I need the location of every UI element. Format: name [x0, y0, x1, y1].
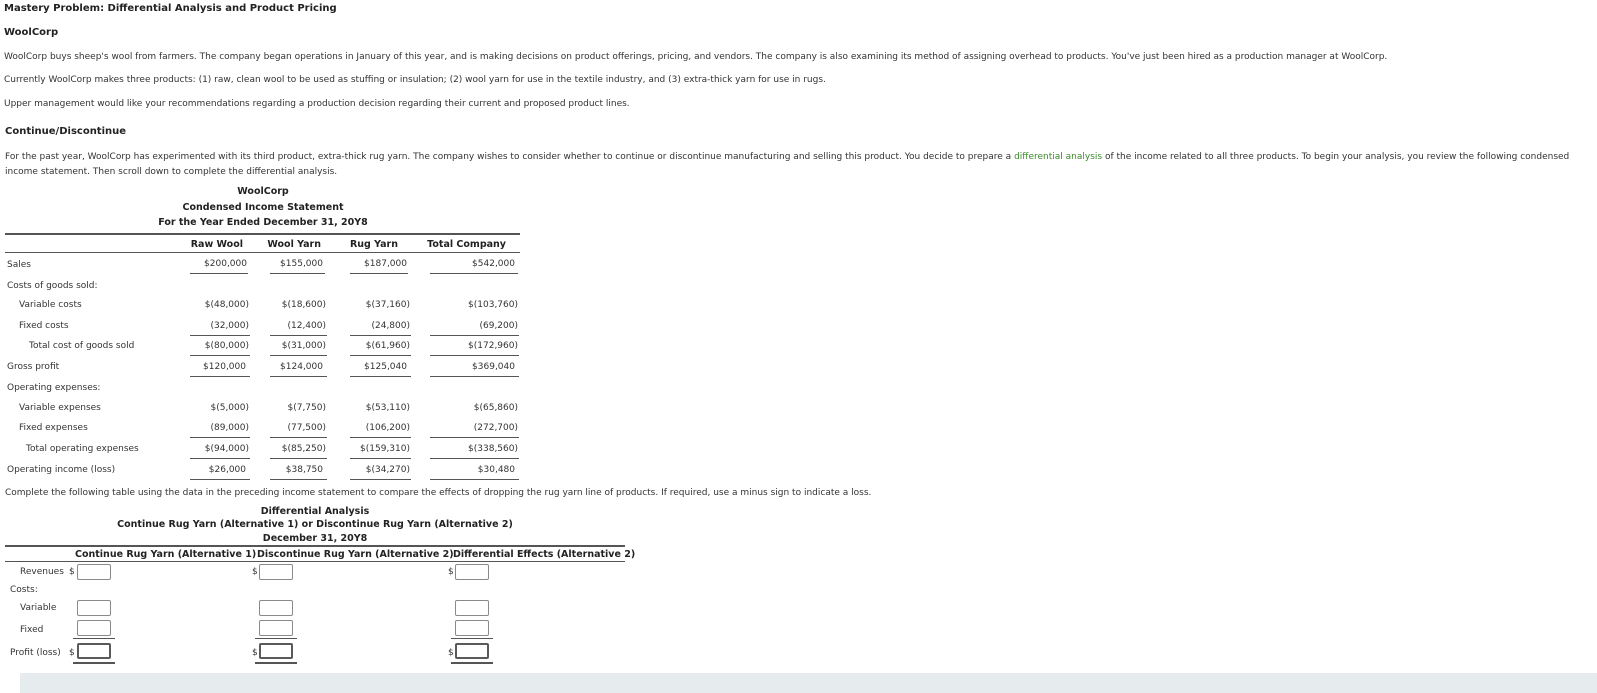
is-underline [190, 458, 250, 459]
is-cell: $(53,110) [365, 403, 410, 413]
is-cell: $120,000 [203, 362, 246, 372]
da-underline [73, 638, 115, 639]
is-cell: $(61,960) [365, 341, 410, 351]
is-cell: $369,040 [472, 362, 515, 372]
is-cell: (24,800) [371, 321, 410, 331]
is-cell: (32,000) [210, 321, 249, 331]
is-header-rule [5, 252, 520, 253]
section-text-before: For the past year, WoolCorp has experimented with its third product, extra-thick rug yarn. The company wishes to consider whether to continue or discontinue manufacturing and selling this product. You decide to prepare a [5, 152, 1015, 162]
is-underline [350, 437, 411, 438]
dollar-sign: $ [448, 567, 454, 577]
dollar-sign: $ [252, 648, 258, 658]
da-col-alt1: Continue Rug Yarn (Alternative 1) [75, 549, 257, 560]
is-cell: (77,500) [287, 423, 326, 433]
da-col-diff: Differential Effects (Alternative 2) [453, 549, 636, 560]
is-underline [270, 479, 327, 480]
dollar-sign: $ [448, 648, 454, 658]
is-cell: (69,200) [479, 321, 518, 331]
is-cell: (89,000) [210, 423, 249, 433]
is-cell: $187,000 [364, 259, 407, 269]
is-cell: $155,000 [280, 259, 323, 269]
is-top-rule [5, 233, 520, 235]
da-title: Differential Analysis [260, 506, 370, 517]
da-double-rule [73, 662, 115, 664]
is-row-label: Total cost of goods sold [29, 341, 135, 351]
is-cell: $(103,760) [468, 300, 518, 310]
is-cell: $(80,000) [204, 341, 249, 351]
is-underline [350, 479, 411, 480]
is-row-label: Sales [7, 260, 31, 270]
is-cell: $542,000 [472, 259, 515, 269]
is-cell: (272,700) [473, 423, 518, 433]
intro-paragraph-1: WoolCorp buys sheep's wool from farmers. The company began operations in January of this year, and is making decisions on product offerings, pricing, and vendors. The company is also examining its method of assigning overhead to products. You've just been hired as a production manager at WoolCorp. [4, 52, 1388, 62]
is-underline [190, 273, 248, 274]
is-cell: $(159,310) [360, 444, 410, 454]
is-row-label: Gross profit [7, 362, 60, 372]
da-double-rule [255, 662, 297, 664]
is-cell: $(5,000) [210, 403, 249, 413]
is-underline [270, 376, 327, 377]
profit-diff-input[interactable] [455, 643, 489, 659]
da-header-rule [5, 561, 625, 562]
dollar-sign: $ [69, 648, 75, 658]
is-cell: $(34,270) [365, 465, 410, 475]
is-cell: $(85,250) [281, 444, 326, 454]
is-underline [430, 376, 519, 377]
is-title: WoolCorp [237, 186, 289, 197]
fixed-alt1-input[interactable] [77, 620, 111, 636]
instructions-text: Complete the following table using the data in the preceding income statement to compare the effects of dropping the rug yarn line of products. If required, use a minus sign to indicate a loss. [5, 488, 872, 498]
page-title: Mastery Problem: Differential Analysis and Product Pricing [4, 3, 337, 14]
section-paragraph [5, 150, 1585, 180]
is-cell: $30,480 [477, 465, 515, 475]
is-cell: $(18,600) [281, 300, 326, 310]
section-heading: Continue/Discontinue [5, 126, 127, 137]
is-col-rug-yarn: Rug Yarn [349, 239, 398, 250]
revenues-diff-input[interactable] [455, 564, 489, 580]
is-underline [350, 376, 411, 377]
is-cell: $(94,000) [204, 444, 249, 454]
is-col-total: Total Company [427, 239, 506, 250]
company-heading: WoolCorp [4, 27, 59, 38]
is-row-label: Operating income (loss) [7, 465, 116, 475]
is-underline [270, 458, 327, 459]
is-row-label: Costs of goods sold: [7, 281, 98, 291]
is-underline [350, 335, 411, 336]
is-underline [270, 437, 327, 438]
da-underline [255, 638, 297, 639]
is-underline [430, 437, 519, 438]
is-underline [430, 458, 519, 459]
da-double-rule [451, 662, 493, 664]
is-underline [190, 437, 250, 438]
is-cell: $(338,560) [468, 444, 518, 454]
is-row-label: Variable expenses [19, 403, 101, 413]
is-cell: (106,200) [365, 423, 410, 433]
variable-alt2-input[interactable] [259, 600, 293, 616]
is-col-raw-wool: Raw Wool [190, 239, 243, 250]
da-label-profit: Profit (loss) [10, 648, 61, 658]
section-text-after: of the income related to all three products. To begin your analysis, you review the following condensed income statement. Then scroll down to complete the differential analysis. [5, 152, 1570, 177]
is-cell: (12,400) [287, 321, 326, 331]
is-underline [270, 273, 325, 274]
is-cell: $(37,160) [365, 300, 410, 310]
revenues-alt1-input[interactable] [77, 564, 111, 580]
is-cell: $(48,000) [204, 300, 249, 310]
da-date: December 31, 20Y8 [262, 533, 368, 544]
da-underline [451, 638, 493, 639]
is-underline [190, 376, 250, 377]
is-underline [430, 355, 519, 356]
dollar-sign: $ [69, 567, 75, 577]
is-underline [350, 458, 411, 459]
dollar-sign: $ [252, 567, 258, 577]
intro-paragraph-2: Currently WoolCorp makes three products: (1) raw, clean wool to be used as stuffing or insulation; (2) wool yarn for use in the textile industry, and (3) extra-thick yarn for use in rugs. [4, 75, 826, 85]
is-cell: $26,000 [208, 465, 246, 475]
is-underline [430, 273, 518, 274]
is-cell: $125,040 [364, 362, 407, 372]
da-label-revenues: Revenues [20, 567, 64, 577]
intro-paragraph-3: Upper management would like your recommendations regarding a production decision regarding their current and proposed product lines. [4, 99, 630, 109]
profit-alt1-input[interactable] [77, 643, 111, 659]
is-underline [430, 479, 519, 480]
is-row-label: Operating expenses: [7, 383, 101, 393]
is-underline [350, 273, 408, 274]
is-row-label: Fixed expenses [19, 423, 88, 433]
is-underline [190, 335, 250, 336]
revenues-alt2-input[interactable] [259, 564, 293, 580]
variable-diff-input[interactable] [455, 600, 489, 616]
is-underline [270, 335, 327, 336]
is-cell: $(7,750) [287, 403, 326, 413]
da-label-costs: Costs: [10, 585, 38, 595]
differential-analysis-link[interactable]: differential analysis [1014, 152, 1103, 162]
is-underline [190, 355, 250, 356]
is-cell: $124,000 [280, 362, 323, 372]
da-col-alt2: Discontinue Rug Yarn (Alternative 2) [257, 549, 454, 560]
is-underline [190, 479, 250, 480]
profit-alt2-input[interactable] [259, 643, 293, 659]
is-row-label: Fixed costs [19, 321, 69, 331]
is-underline [430, 335, 519, 336]
da-label-variable: Variable [20, 603, 57, 613]
da-subtitle: Continue Rug Yarn (Alternative 1) or Discontinue Rug Yarn (Alternative 2) [117, 519, 513, 530]
is-row-label: Total operating expenses [26, 444, 139, 454]
is-cell: $38,750 [285, 465, 323, 475]
da-top-rule [5, 545, 625, 547]
is-subtitle: Condensed Income Statement [182, 202, 344, 213]
variable-alt1-input[interactable] [77, 600, 111, 616]
is-cell: $200,000 [204, 259, 247, 269]
fixed-alt2-input[interactable] [259, 620, 293, 636]
is-period: For the Year Ended December 31, 20Y8 [158, 217, 368, 228]
is-col-wool-yarn: Wool Yarn [267, 239, 321, 250]
is-cell: $(65,860) [473, 403, 518, 413]
is-underline [350, 355, 411, 356]
is-underline [270, 355, 327, 356]
bottom-panel [20, 673, 1597, 693]
da-label-fixed: Fixed [20, 625, 44, 635]
is-cell: $(31,000) [281, 341, 326, 351]
is-cell: $(172,960) [468, 341, 518, 351]
is-row-label: Variable costs [19, 300, 82, 310]
fixed-diff-input[interactable] [455, 620, 489, 636]
